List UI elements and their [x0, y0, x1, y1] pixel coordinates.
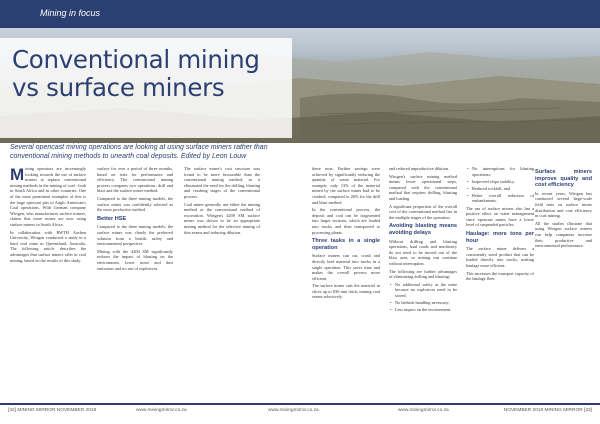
bullet-item: • Better overall reduction of embankments.: [472, 193, 534, 204]
subheading: Haulage: more tons per hour: [466, 230, 534, 244]
article-column-3: [184, 166, 260, 237]
article-column-6: [466, 166, 534, 284]
header-bar: [0, 0, 600, 28]
paragraph: The surface miner's cost structure was found to be more favourable than the conventional mining method, as it eliminated the need for the drilling, blasting and crushing stages of the conventional process.: [184, 166, 260, 199]
paragraph: Compared to the three mining models, the surface miner was clearly the preferred solution from a health, safety and environmental perspective.: [97, 224, 173, 247]
title-line-1: Conventional mining: [12, 45, 260, 74]
bullet-item: • No additional safety at the mine because no explosives need to be stored;: [395, 282, 457, 299]
footer-url[interactable]: www.miningmirror.co.za: [268, 408, 319, 413]
paragraph: A significant proportion of the overall cost of the conventional method lies in the multiple stages of the operation.: [389, 203, 457, 220]
paragraph: All the studies illustrate that using Wirtgen surface miners can help companies increase their productive and environmental performance.: [535, 220, 592, 249]
paragraph: In collaboration with RWTH Aachen University, Wirtgen conducted a study in a hard coal mine in Queensland, Australia. The following article describes the advantages that surface miners offer in coal mining, based on the results of this study.: [10, 229, 86, 263]
paragraph: surface for over a period of three months, based on tests for performance and efficiency. The conventional mining process compares two operations: drill and blast and the surface miner method.: [97, 166, 173, 194]
section-tag: Mining in focus: [40, 8, 101, 18]
title-line-2: vs surface miners: [12, 73, 225, 102]
paragraph: The following are further advantages of eliminating drilling and blasting:: [389, 268, 457, 280]
article-column-1: [10, 166, 86, 265]
subheading: Better HSE: [97, 215, 127, 222]
paragraph: Without drilling and blasting operations, haul roads and machinery do not need to be moved out of the blast area, so mining can continue without interruption.: [389, 238, 457, 266]
footer-page-left: [32] MINING MIRROR NOVEMBER 2018: [8, 408, 97, 413]
bullet-item: • No bedside handling necessary;: [395, 300, 457, 306]
paragraph: Compared to the three mining models, the surface miner was confidently selected as the most productive method.: [97, 195, 173, 213]
article-column-7: [535, 166, 592, 251]
paragraph: The surface miner cuts the material in slices up to 830 mm thick, mining coal seams selectively.: [312, 283, 380, 300]
standfirst: Several opencast mining operations are looking at using surface miners rather than conventional mining methods to unearth coal deposits. Edited by Leon Louw: [10, 144, 268, 160]
bullet-item: • Improved slope stability;: [472, 179, 534, 185]
subheading: Surface miners improve quality and cost efficiency: [535, 169, 592, 189]
article-title: [12, 46, 302, 102]
bullet-item: • Reduced rockfall; and: [472, 186, 534, 192]
bullet-list: [389, 282, 457, 313]
bullet-item: • Less impact on the environment.: [395, 307, 457, 313]
paragraph: and reduced unproductive dilution.: [389, 166, 450, 171]
paragraph: This increases the transport capacity of the haulage fleet.: [466, 270, 534, 282]
paragraph: Surface miners can cut, crush and directly load material into trucks in a single operation. This saves time and makes the overall process more efficient.: [312, 253, 380, 281]
footer-url[interactable]: www.miningmirror.co.za: [136, 408, 187, 413]
subheading: Three tasks in a single operation: [312, 238, 380, 251]
paragraph-text: ining operators are increasingly looking towards the use of surface miners to replace conventional mining methods in the mining of coal - both in South Africa and in other countries. One of the most prominent examples of this is the large opencast pits of Anglo American's Coal operations. With German company Wirtgen, who manufactures surface miners, claims that more mines are now using surface miners in South Africa.: [10, 166, 86, 227]
article-column-5: [389, 166, 457, 314]
paragraph: In recent years, Wirtgen has conducted several large-scale field tests on surface miner distribution and cost efficiency in coal mining.: [535, 190, 592, 219]
drop-cap: M: [10, 165, 25, 184]
paragraph: Wirtgen's surface mining method means fewer operational steps, compared with the conventional method that requires drilling, blasting and loading.: [389, 173, 457, 201]
footer-url[interactable]: www.miningmirror.co.za: [398, 408, 449, 413]
paragraph: Coal mines generally use either the mining method or the conventional method of excavation. Wirtgen's 4200 SM surface miner was shown to be an appropriate mining method for the selective mining of thin seams and reducing dilution.: [184, 201, 260, 235]
paragraph: The surface miner delivers a consistently sized product that can be loaded directly into trucks, making haulage more efficient.: [466, 246, 534, 268]
paragraph: Mining with the 4200 SM significantly reduces the impact of blasting on the environment, lower noise and dust emissions and no use of explosives.: [97, 248, 173, 271]
article-column-4: [312, 166, 380, 302]
footer-page-right: NOVEMBER 2018 MINING MIRROR [33]: [503, 408, 592, 413]
bullet-item: • No interruptions for blasting operations;: [472, 166, 534, 177]
footer-rule: [0, 403, 600, 405]
paragraph: The use of surface miners also has a positive effect on water management since opencast mines have a lower level of suspended particles.: [466, 205, 534, 228]
paragraph: these tests. Further savings were achieved by significantly reducing the quantity of waste material. For example, only 13% of the material mined by the surface miner had to be crushed, compared to 26% for the drill and blast method.: [312, 166, 380, 205]
paragraph: In the conventional process, the deposit and coal can be fragmented into larger sections, which are loaded into trucks and then transported to processing plants.: [312, 207, 380, 235]
paragraph: [10, 166, 86, 228]
article-column-2: [97, 166, 173, 273]
subheading: Avoiding blasting means avoiding delays: [389, 223, 457, 236]
bullet-list: [466, 166, 534, 204]
